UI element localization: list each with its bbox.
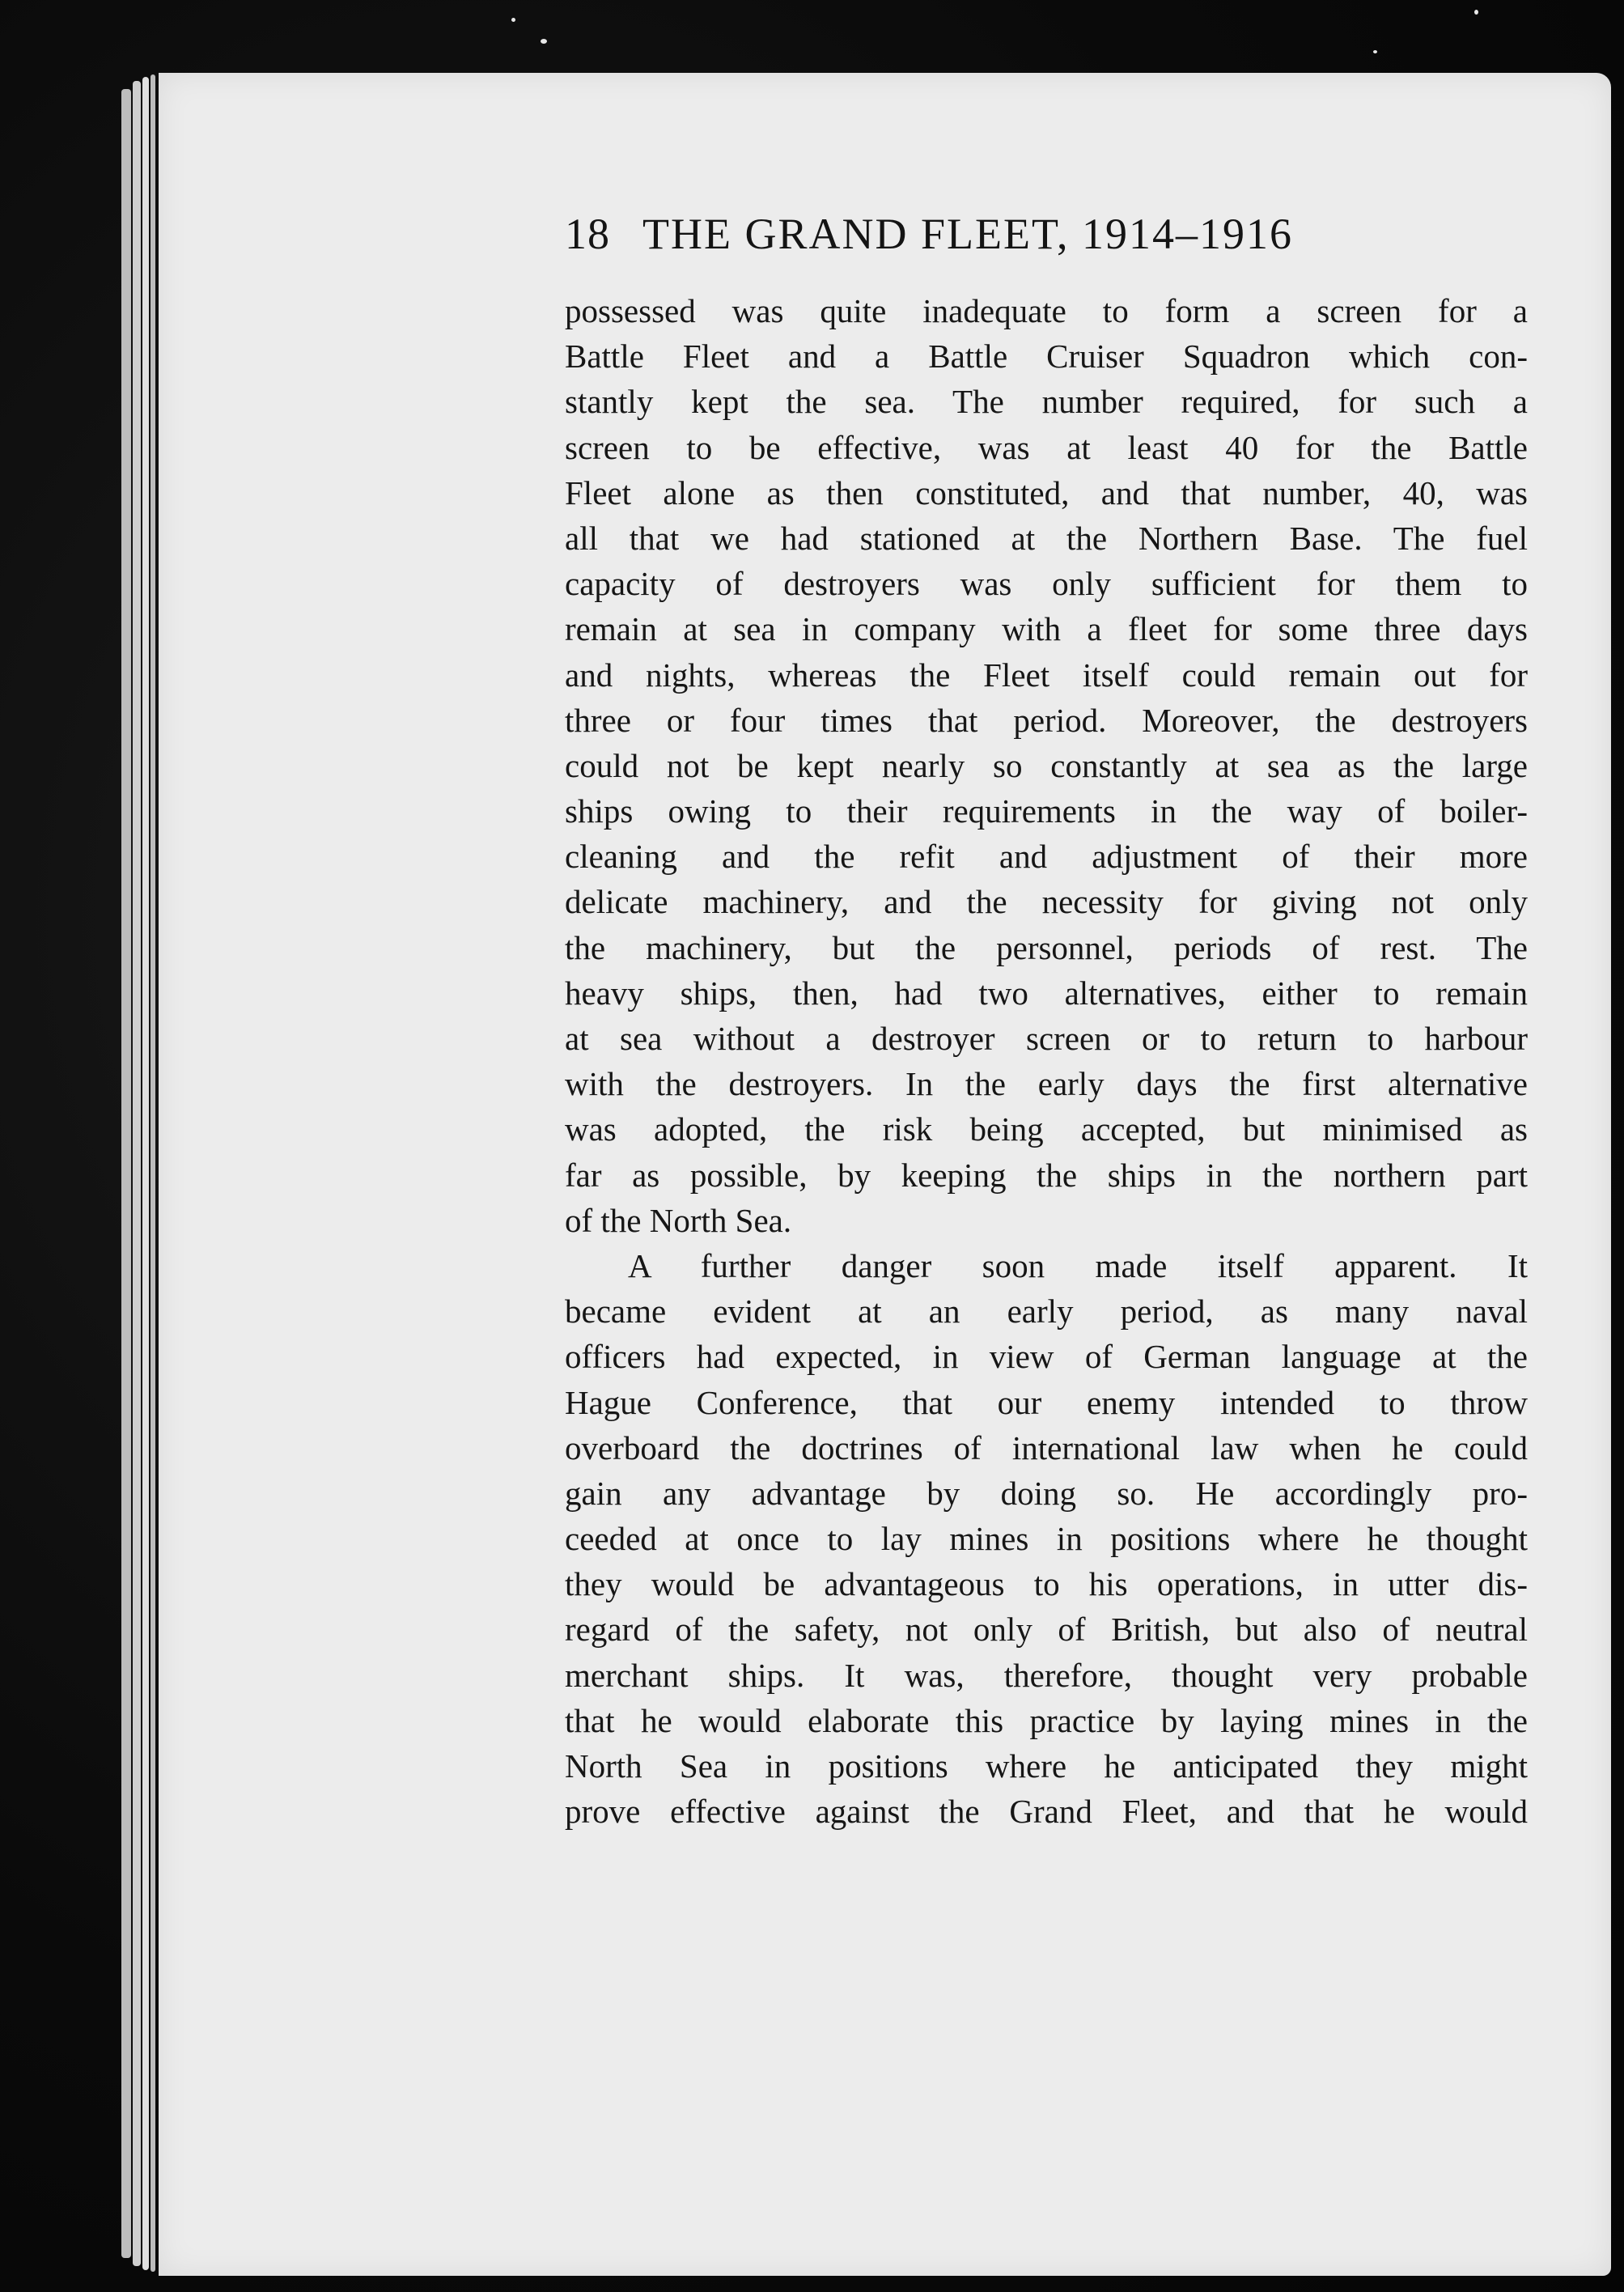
text-line: capacity of destroyers was only sufficient for them to [565,565,1528,603]
text-line: prove effective against the Grand Fleet, and that he would [565,1793,1528,1831]
text-line: heavy ships, then, had two alternatives, either to remain [565,974,1528,1012]
scan-speck [511,18,515,22]
page-edge [151,74,155,2272]
scan-speck [541,39,547,44]
text-line: Battle Fleet and a Battle Cruiser Squadron which con- [565,337,1528,376]
text-line: at sea without a destroyer screen or to return to harbour [565,1020,1528,1057]
text-line: could not be kept nearly so constantly at sea as the large [565,746,1528,784]
text-line: ships owing to their requirements in the way of boiler- [565,792,1528,830]
text-line: of the North Sea. [565,1201,792,1239]
text-line: Fleet alone as then constituted, and that number, 40, was [565,473,1528,511]
running-head [565,209,1536,259]
running-title: THE GRAND FLEET, 1914–1916 [642,210,1293,258]
page-edge [142,77,149,2270]
scan-speck [1474,10,1478,15]
scan-speck [1373,50,1377,53]
text-line: all that we had stationed at the Northern Base. The fuel [565,519,1528,557]
paragraph [565,1243,1528,1834]
text-line: overboard the doctrines of international law when he could [565,1428,1528,1466]
text-line: was adopted, the risk being accepted, but minimised as [565,1110,1528,1148]
text-line: merchant ships. It was, therefore, thought very probable [565,1656,1528,1694]
text-line: remain at sea in company with a fleet for some three days [565,610,1528,648]
text-line: possessed was quite inadequate to form a screen for a [565,292,1528,329]
text-line: and nights, whereas the Fleet itself could remain out for [565,656,1528,694]
text-line: A further danger soon made itself apparent. It [628,1246,1528,1284]
text-line: cleaning and the refit and adjustment of their more [565,838,1528,876]
paragraph [565,288,1528,1243]
text-line: North Sea in positions where he anticipated they might [565,1747,1528,1785]
text-line: regard of the safety, not only of British, but also of neutral [565,1611,1528,1649]
text-line: that he would elaborate this practice by laying mines in the [565,1701,1528,1739]
text-line: three or four times that period. Moreover, the destroyers [565,701,1528,739]
text-line: they would be advantageous to his operations, in utter dis- [565,1565,1528,1603]
text-line: with the destroyers. In the early days the first alternative [565,1065,1528,1103]
page-number: 18 [565,210,610,258]
text-line: gain any advantage by doing so. He accordingly pro- [565,1474,1528,1512]
text-line: delicate machinery, and the necessity for giving not only [565,883,1528,921]
text-line: Hague Conference, that our enemy intended to throw [565,1383,1528,1421]
text-line: stantly kept the sea. The number required, for such a [565,383,1528,421]
text-line: ceeded at once to lay mines in positions where he thought [565,1520,1528,1558]
body-text [565,288,1528,1834]
text-line: far as possible, by keeping the ships in the northern part [565,1156,1528,1194]
text-line: became evident at an early period, as many naval [565,1292,1528,1331]
text-line: the machinery, but the personnel, periods of rest. The [565,928,1528,966]
page-edge [121,89,131,2258]
text-line: officers had expected, in view of German language at the [565,1338,1528,1376]
text-line: screen to be effective, was at least 40 for the Battle [565,428,1528,466]
page-edge [133,81,141,2266]
